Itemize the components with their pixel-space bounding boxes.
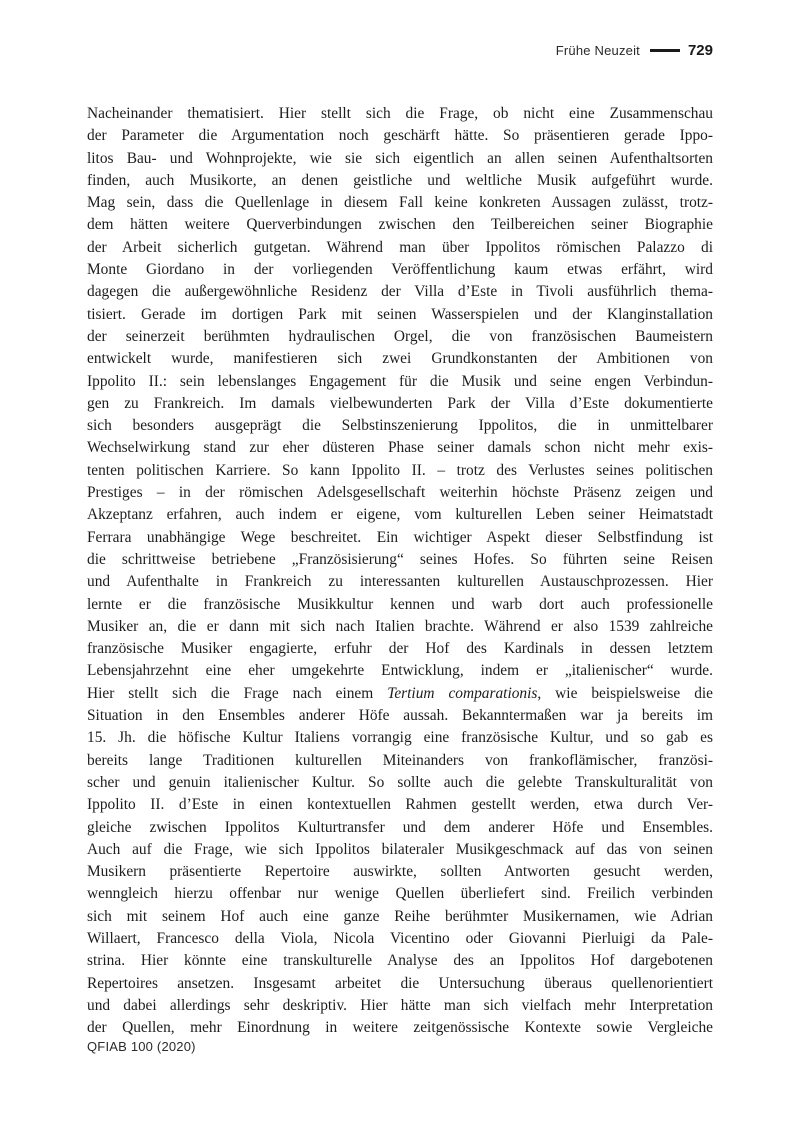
text-line: Ferrara unabhängige Wege beschreitet. Ein wichtiger Aspekt dieser Selbstfindung ist — [87, 528, 713, 546]
section-title: Frühe Neuzeit — [555, 43, 640, 58]
text-line: entwickelt wurde, manifestieren sich zwei Grundkonstanten der Ambitionen von — [87, 350, 713, 368]
text-line: dem hätten weitere Querverbindungen zwischen den Teilbereichen seiner Biographie — [87, 216, 713, 234]
text-line: der Arbeit sicherlich gutgetan. Während man über Ippolitos römischen Palazzo di — [87, 238, 713, 256]
text-line: finden, auch Musikorte, an denen geistliche und weltliche Musik aufgeführt wurde. — [87, 171, 713, 189]
text-line: sich besonders ausgeprägt die Selbstinszenierung Ippolitos, die in unmittelbarer — [87, 417, 713, 435]
text-line: Monte Giordano in der vorliegenden Veröffentlichung kaum etwas erfährt, wird — [87, 261, 713, 279]
running-header — [556, 42, 713, 59]
text-line: litos Bau- und Wohnprojekte, wie sie sich eigentlich an allen seinen Aufenthaltsorten — [87, 149, 713, 167]
text-line: Situation in den Ensembles anderer Höfe aussah. Bekanntermaßen war ja bereits im — [87, 707, 713, 725]
text-line: 15. Jh. die höfische Kultur Italiens vorrangig eine französische Kultur, und so gab es — [87, 729, 713, 747]
text-line: Nacheinander thematisiert. Hier stellt sich die Frage, ob nicht eine Zusammenschau — [87, 105, 713, 122]
text-line: gen zu Frankreich. Im damals vielbewunderten Park der Villa d’Este dokumentierte — [87, 394, 713, 412]
text-line: der Quellen, mehr Einordnung in weitere zeitgenössische Kontexte sowie Vergleiche — [87, 1019, 713, 1037]
text-line: Auch auf die Frage, wie sich Ippolitos bilateraler Musikgeschmack auf das von seinen — [87, 840, 713, 858]
text-line: wenngleich hierzu offenbar nur wenige Quellen überliefert sind. Freilich verbinden — [87, 885, 713, 903]
text-line: lernte er die französische Musikkultur kennen und warb dort auch professionelle — [87, 595, 713, 613]
text-line: und dabei allerdings sehr deskriptiv. Hier hätte man sich vielfach mehr Interpretation — [87, 996, 713, 1014]
page-number: 729 — [687, 42, 713, 59]
text-line: Ippolito II.: sein lebenslanges Engagement für die Musik und seine engen Verbindun- — [87, 372, 713, 390]
text-line-with-italic — [87, 683, 713, 705]
text-line: Prestiges – in der römischen Adelsgesellschaft weiterhin höchste Präsenz zeigen und — [87, 484, 713, 502]
body-text — [87, 103, 713, 1039]
text-line: Lebensjahrzehnt eine eher umgekehrte Entwicklung, indem er „italienischer“ wurde. — [87, 662, 713, 680]
text-line: strina. Hier könnte eine transkulturelle Analyse des an Ippolitos Hof dargebotenen — [87, 952, 713, 970]
text-line: dagegen die außergewöhnliche Residenz der Villa d’Este in Tivoli ausführlich thema- — [87, 283, 713, 301]
text-line: Mag sein, dass die Quellenlage in diesem Fall keine konkreten Aussagen zulässt, trotz- — [87, 194, 713, 212]
journal-footer: QFIAB 100 (2020) — [87, 1039, 196, 1054]
text-line: Wechselwirkung stand zur eher düsteren Phase seiner damals schon nicht mehr exis- — [87, 439, 713, 457]
text-line: und Aufenthalte in Frankreich zu interessanten kulturellen Austauschprozessen. Hier — [87, 573, 713, 591]
text-line: Akzeptanz erfahren, auch indem er eigene, vom kulturellen Leben seiner Heimatstadt — [87, 506, 713, 524]
text-line: Musikern präsentierte Repertoire auswirkte, sollten Antworten gesucht werden, — [87, 863, 713, 881]
text-line: tisiert. Gerade im dortigen Park mit seinen Wasserspielen und der Klanginstallation — [87, 305, 713, 323]
text-line: bereits lange Traditionen kulturellen Miteinanders von frankoflämischer, französi- — [87, 751, 713, 769]
text-line: französische Musiker engagierte, erfuhr der Hof des Kardinals in dessen letztem — [87, 640, 713, 658]
text-line: der seinerzeit berühmten hydraulischen Orgel, die von französischen Baumeistern — [87, 327, 713, 345]
text-line: Ippolito II. d’Este in einen kontextuellen Rahmen gestellt werden, etwa durch Ver- — [87, 796, 713, 814]
text-run: , wie beispielsweise die — [537, 684, 713, 702]
text-line: Willaert, Francesco della Viola, Nicola Vicentino oder Giovanni Pierluigi da Pale- — [87, 929, 713, 947]
header-rule — [650, 49, 680, 52]
text-line: der Parameter die Argumentation noch geschärft hätte. So präsentieren gerade Ippo- — [87, 127, 713, 145]
italic-term: Tertium comparationis — [387, 684, 538, 702]
text-line: scher und genuin italienischer Kultur. So sollte auch die gelebte Transkulturalität von — [87, 773, 713, 791]
text-line: gleiche zwischen Ippolitos Kulturtransfer und dem anderer Höfe und Ensembles. — [87, 818, 713, 836]
text-line: die schrittweise betriebene „Französisierung“ seines Hofes. So führten seine Reisen — [87, 550, 713, 568]
text-line: sich mit seinem Hof auch eine ganze Reihe berühmter Musikernamen, wie Adrian — [87, 907, 713, 925]
text-line: Musiker an, die er dann mit sich nach Italien brachte. Während er also 1539 zahlreiche — [87, 617, 713, 635]
text-run: Hier stellt sich die Frage nach einem — [87, 684, 388, 702]
text-line: Repertoires ansetzen. Insgesamt arbeitet die Untersuchung überaus quellenorientiert — [87, 974, 713, 992]
text-line: tenten politischen Karriere. So kann Ippolito II. – trotz des Verlustes seines politischen — [87, 461, 713, 479]
